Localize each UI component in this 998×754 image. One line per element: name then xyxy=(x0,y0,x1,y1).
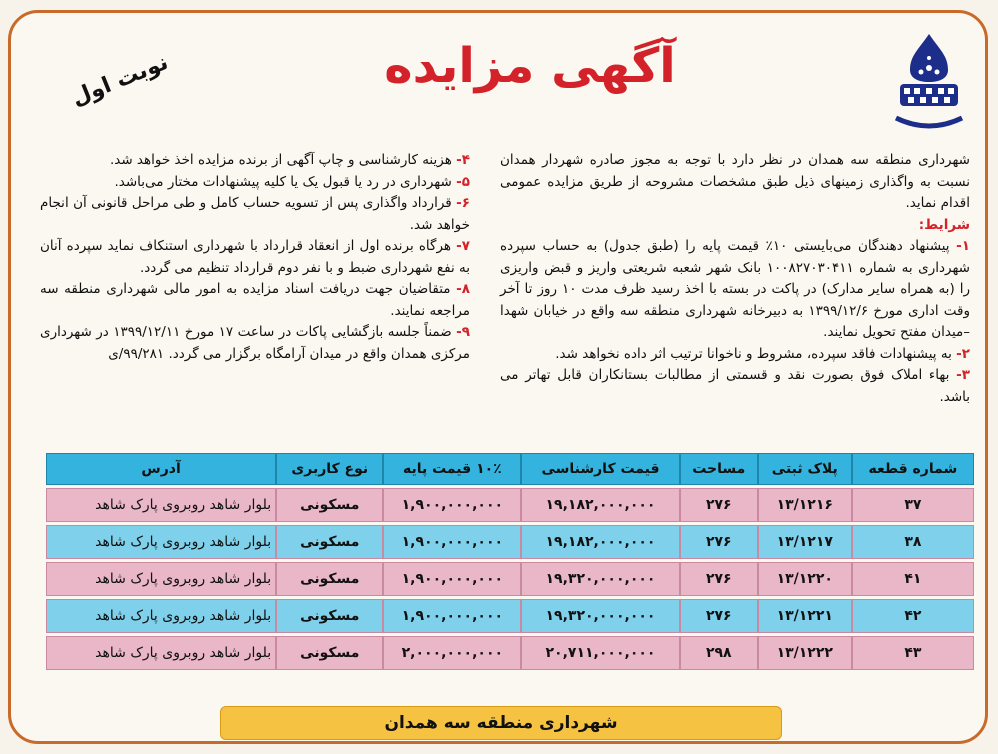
notice-left-column xyxy=(40,150,470,365)
cell-base-price: ۱,۹۰۰,۰۰۰,۰۰۰ xyxy=(383,562,521,596)
condition-item: ۸- متقاضیان جهت دریافت اسناد مزایده به امور مالی شهرداری منطقه سه مراجعه نمایند. xyxy=(40,281,470,319)
cell-lot-number: ۳۷ xyxy=(852,488,974,522)
condition-item: ۷- هرگاه برنده اول از انعقاد قرارداد با شهرداری استنکاف نماید سپرده آنان به نفع شهرداری ضبط و با نفر دوم قرارداد تنظیم می گردد. xyxy=(40,238,470,276)
cell-base-price: ۱,۹۰۰,۰۰۰,۰۰۰ xyxy=(383,599,521,633)
table-row xyxy=(46,488,974,522)
cell-base-price: ۲,۰۰۰,۰۰۰,۰۰۰ xyxy=(383,636,521,670)
cell-usage: مسکونی xyxy=(276,525,383,559)
first-publication-label: نوبت اول xyxy=(68,49,172,112)
cell-area: ۲۷۶ xyxy=(680,562,758,596)
col-header-lot-number: شماره قطعه xyxy=(852,453,974,485)
cell-address: بلوار شاهد روبروی پارک شاهد xyxy=(46,599,276,633)
cell-area: ۲۹۸ xyxy=(680,636,758,670)
cell-appraised-price: ۱۹,۱۸۲,۰۰۰,۰۰۰ xyxy=(521,525,679,559)
cell-usage: مسکونی xyxy=(276,636,383,670)
condition-item: ۵- شهرداری در رد یا قبول یک یا کلیه پیشنهادات مختار می‌باشد. xyxy=(114,173,470,190)
cell-plate: ۱۳/۱۲۲۲ xyxy=(758,636,852,670)
col-header-base-price-deposit: ۱۰٪ قیمت پایه xyxy=(383,453,521,485)
cell-lot-number: ۴۱ xyxy=(852,562,974,596)
col-header-area: مساحت xyxy=(680,453,758,485)
condition-item: ۲- به پیشنهادات فاقد سپرده، مشروط و ناخوانا ترتیب اثر داده نخواهد شد. xyxy=(555,345,970,362)
condition-item: ۴- هزینه کارشناسی و چاپ آگهی از برنده مزایده اخذ خواهد شد. xyxy=(109,152,470,168)
table-row xyxy=(46,636,974,670)
cell-plate: ۱۳/۱۲۱۷ xyxy=(758,525,852,559)
conditions-title: شرایط: xyxy=(918,216,970,233)
cell-plate: ۱۳/۱۲۲۰ xyxy=(758,562,852,596)
hamedan-municipality-logo-icon xyxy=(888,30,970,134)
cell-area: ۲۷۶ xyxy=(680,525,758,559)
cell-address: بلوار شاهد روبروی پارک شاهد xyxy=(46,488,276,522)
condition-item: ۱- پیشنهاد دهندگان می‌بایستی ۱۰٪ قیمت پایه را (طبق جدول) به حساب سپرده شهرداری به شماره ۱۰۰۸۲۷۰۳۰۴۱۱ بانک شهر شعبه شریعتی واریز و قبض واریزی را (به همراه سایر مدارک) در پاکت در بسته با اخذ رسید ظرف مدت ۱۰ روز تا آخر وقت اداری مورخ ۱۳۹۹/۱۲/۶ به دبیرخانه شهرداری منطقه سه واقع در خیابان شهدا –میدان مفتح تحویل نمایند. xyxy=(500,238,970,340)
cell-appraised-price: ۱۹,۳۲۰,۰۰۰,۰۰۰ xyxy=(521,562,679,596)
cell-plate: ۱۳/۱۲۲۱ xyxy=(758,599,852,633)
cell-address: بلوار شاهد روبروی پارک شاهد xyxy=(46,636,276,670)
notice-title: آگهی مزایده xyxy=(384,38,676,94)
lots-table xyxy=(46,450,974,673)
cell-address: بلوار شاهد روبروی پارک شاهد xyxy=(46,525,276,559)
cell-area: ۲۷۶ xyxy=(680,488,758,522)
col-header-registration-plate: پلاک ثبتی xyxy=(758,453,852,485)
cell-appraised-price: ۱۹,۱۸۲,۰۰۰,۰۰۰ xyxy=(521,488,679,522)
table-header-row xyxy=(46,453,974,485)
cell-base-price: ۱,۹۰۰,۰۰۰,۰۰۰ xyxy=(383,488,521,522)
cell-appraised-price: ۲۰,۷۱۱,۰۰۰,۰۰۰ xyxy=(521,636,679,670)
table-row xyxy=(46,525,974,559)
cell-usage: مسکونی xyxy=(276,599,383,633)
cell-usage: مسکونی xyxy=(276,562,383,596)
condition-item: ۹- ضمناً جلسه بازگشایی پاکات در ساعت ۱۷ مورخ ۱۳۹۹/۱۲/۱۱ در شهرداری مرکزی همدان واقع در میدان آرامگاه برگزار می گردد. ۹۹/۲۸۱/ی xyxy=(40,324,470,362)
table-row xyxy=(46,562,974,596)
cell-address: بلوار شاهد روبروی پارک شاهد xyxy=(46,562,276,596)
cell-lot-number: ۴۳ xyxy=(852,636,974,670)
col-header-usage-type: نوع کاربری xyxy=(276,453,383,485)
col-header-appraised-price: قیمت کارشناسی xyxy=(521,453,679,485)
cell-plate: ۱۳/۱۲۱۶ xyxy=(758,488,852,522)
cell-usage: مسکونی xyxy=(276,488,383,522)
cell-base-price: ۱,۹۰۰,۰۰۰,۰۰۰ xyxy=(383,525,521,559)
cell-area: ۲۷۶ xyxy=(680,599,758,633)
notice-right-column xyxy=(500,150,970,408)
intro-paragraph: شهرداری منطقه سه همدان در نظر دارد با توجه به مجوز صادره شهردار همدان نسبت به واگذاری زمینهای ذیل طبق مشخصات مشروحه از طریق مزایده عمومی اقدام نماید. xyxy=(500,152,970,211)
cell-lot-number: ۴۲ xyxy=(852,599,974,633)
condition-item: ۳- بهاء املاک فوق بصورت نقد و قسمتی از مطالبات بستانکاران قابل تهاتر می باشد. xyxy=(500,367,970,405)
footer-banner: شهرداری منطقه سه همدان xyxy=(220,706,782,740)
condition-item: ۶- قرارداد واگذاری پس از تسویه حساب کامل و طی مراحل قانونی آن انجام خواهد شد. xyxy=(40,195,470,233)
cell-lot-number: ۳۸ xyxy=(852,525,974,559)
col-header-address: آدرس xyxy=(46,453,276,485)
cell-appraised-price: ۱۹,۳۲۰,۰۰۰,۰۰۰ xyxy=(521,599,679,633)
table-row xyxy=(46,599,974,633)
